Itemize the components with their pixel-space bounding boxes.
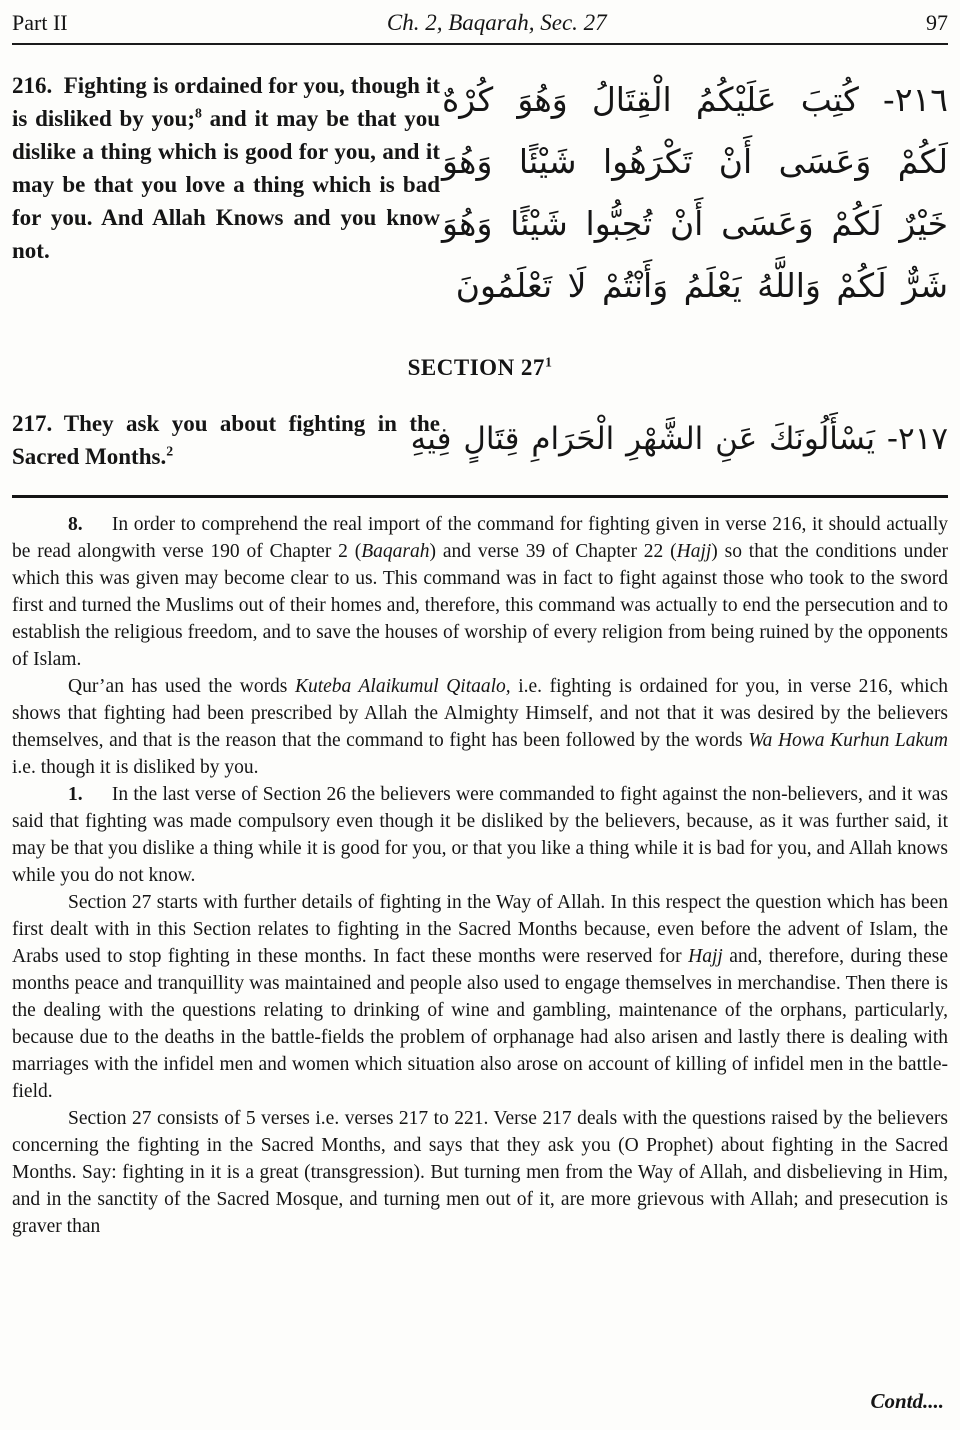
contd-note: Contd.... bbox=[870, 1389, 944, 1413]
header-chapter-title: Ch. 2, Baqarah, Sec. 27 bbox=[386, 10, 607, 35]
header-rule bbox=[12, 43, 948, 45]
footnotes-block bbox=[12, 511, 948, 1240]
footnote-paragraph-1: 1. In the last verse of Section 26 the believers were commanded to fight against the non-believers, and it was said that fighting was made compulsory even though it be disliked by the believers, because, as it was further said, it may be that you dislike a thing while it is good for you, or that you like a thing while it is bad for you, and Allah knows while you do not know. bbox=[12, 784, 948, 886]
verse-217-translation: 217. They ask you about fighting in the Sacred Months.$^2$ bbox=[12, 411, 440, 469]
header-part-label: Part II bbox=[12, 10, 68, 35]
section-heading: SECTION $27^1$ bbox=[407, 354, 553, 380]
verse-217-row bbox=[12, 407, 948, 473]
footnote-paragraph-8: 8. In order to comprehend the real import of the command for fighting given in verse 216, it should actually be read alongwith verse 190 of Chapter 2 (Baqarah) and verse 39 of Chapter 22 (Hajj) so that the conditions under which this was given may become clear to us. This command was in fact to fight against those who took to the sword first and turned the Muslims out of their homes and, therefore, this command was actually to end the persecution and to establish the religious freedom, and to save the houses of worship of every religion from being ruined by the opponents of Islam. bbox=[12, 514, 948, 670]
verse-216-row bbox=[12, 69, 948, 317]
verse-216-arabic: ٢١٦- كُتِبَ عَلَيْكُمُ الْقِتَالُ وَهُوَ كُرْهٌ لَكُمْ وَعَسَى أَنْ تَكْرَهُوا شَيْئًا وَهُوَ خَيْرٌ لَكُمْ وَعَسَى أَنْ تُحِبُّوا شَيْئًا وَهُوَ شَرٌّ لَكُمْ وَاللَّهُ يَعْلَمُ وَأَنْتُمْ لَا تَعْلَمُونَ bbox=[442, 80, 948, 305]
header-page-number: 97 bbox=[925, 10, 948, 35]
footnote-separator bbox=[12, 495, 948, 498]
footnote-paragraph-8-cont: Qur’an has used the words Kuteba Alaikumul Qitaalo, i.e. fighting is ordained for you, in verse 216, which shows that fighting had been prescribed by Allah the Almighty Himself, and not that it was desired by the believers themselves, and that is the reason that the command to fight has been followed by the words Wa Howa Kurhun Lakum i.e. though it is disliked by you. bbox=[12, 676, 948, 778]
footnote-paragraph-1-cont-b: Section 27 consists of 5 verses i.e. verses 217 to 221. Verse 217 deals with the questions raised by the believers concerning the fighting in the Sacred Months, and says that they ask you (O Prophet) about fighting in the Sacred Months. Say: fighting in it is a great (transgression). But turning men from the Way of Allah, and disbelieving in Him, and in the sanctity of the Sacred Mosque, and turning men out of it, are more grievous with Allah; and presecution is graver than bbox=[12, 1108, 948, 1237]
verse-216-translation: 216. Fighting is ordained for you, though it is disliked by you;$^8$ and it may be that you dislike a thing which is good for you, and it may be that you love a thing which is bad for you. And Allah Knows and you know not. bbox=[12, 73, 440, 263]
verse-217-arabic: ٢١٧- يَسْأَلُونَكَ عَنِ الشَّهْرِ الْحَرَامِ قِتَالٍ فِيهِ bbox=[410, 421, 948, 458]
page-header bbox=[12, 10, 948, 36]
footnote-paragraph-1-cont-a: Section 27 starts with further details of fighting in the Way of Allah. In this respect the question which has been first dealt with in this Section relates to fighting in the Sacred Months because, even before the advent of Islam, the Arabs used to stop fighting in these months. In fact these months were reserved for Hajj and, therefore, during these months peace and tranquillity was maintained and people also used to engage themselves in merchandise. Then there is the dealing with the questions relating to drinking of wine and gambling, maintenance of the orphans, particularly, because due to the deaths in the battle-fields the problem of orphanage had also arisen and lastly there is dealing with marriages with the infidel men and women which situation also arose on account of killing of infidel men in the battle-field. bbox=[12, 892, 948, 1102]
